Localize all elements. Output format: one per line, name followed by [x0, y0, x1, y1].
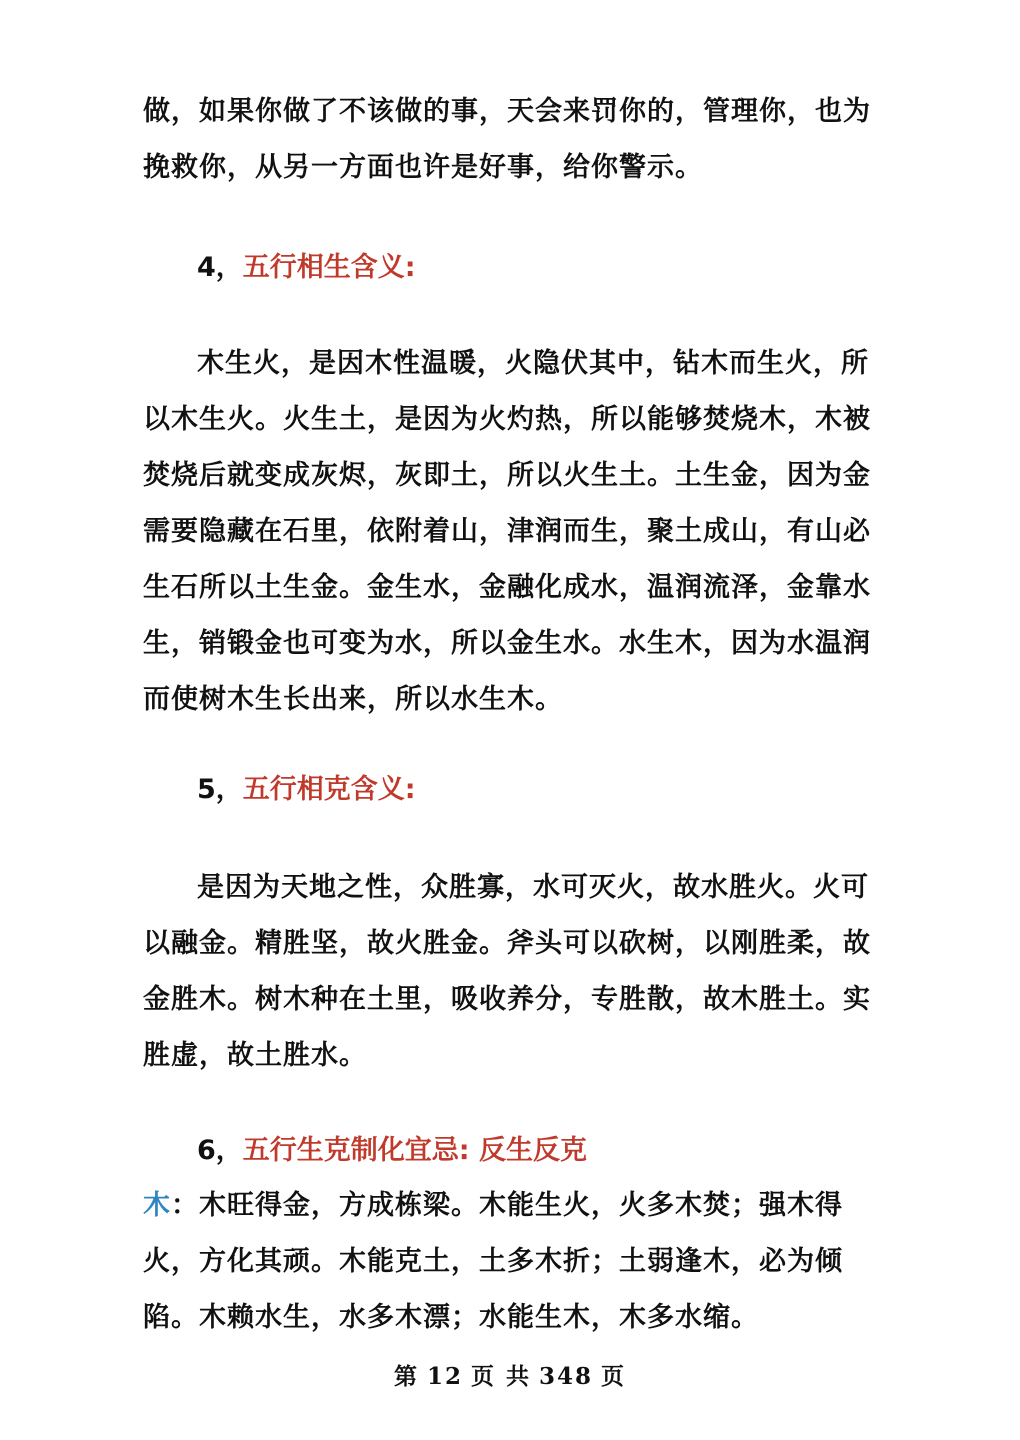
footer-suffix: 页 [601, 1363, 627, 1390]
current-page-number: 12 [426, 1363, 463, 1390]
section-5-number: 5， [197, 774, 243, 805]
section-6-title: 五行生克制化宜忌: 反生反克 [242, 1135, 587, 1166]
section-4-body: 木生火，是因木性温暖，火隐伏其中，钻木而生火，所以木生火。火生土，是因为火灼热，所以能够焚烧木，木被焚烧后就变成灰烬，灰即土，所以火生土。土生金，因为金需要隐藏在石里，依附着山，津润而生，聚土成山，有山必生石所以土生金。金生水，金融化成水，温润流泽，金靠水生，销锻金也可变为水，所以金生水。水生木，因为水温润而使树木生长出来，所以水生木。 [143, 348, 871, 715]
section-6-text: ：木旺得金，方成栋梁。木能生火，火多木焚；强木得火，方化其顽。木能克土，土多木折；土弱逢木，必为倾陷。木赖水生，水多木漂；水能生木，木多水缩。 [143, 1190, 843, 1333]
page-footer [0, 1358, 1020, 1391]
section-5-title: 五行相克含义: [242, 774, 416, 805]
footer-middle: 页 共 [470, 1363, 531, 1390]
section-4-heading [197, 248, 416, 288]
section-4-number: 4， [197, 252, 243, 283]
wood-label: 木 [143, 1190, 171, 1221]
section-6-heading [197, 1131, 587, 1171]
section-6-number: 6， [197, 1135, 243, 1166]
total-page-count: 348 [539, 1363, 594, 1390]
section-6-body [143, 1178, 878, 1346]
footer-prefix: 第 [393, 1363, 419, 1390]
section-5-body: 是因为天地之性，众胜寡，水可灭火，故水胜火。火可以融金。精胜坚，故火胜金。斧头可以砍树，以刚胜柔，故金胜木。树木种在土里，吸收养分，专胜散，故木胜土。实胜虚，故土胜水。 [143, 872, 871, 1071]
section-5-heading [197, 770, 416, 810]
intro-paragraph: 做，如果你做了不该做的事，天会来罚你的，管理你，也为挽救你，从另一方面也许是好事，给你警示。 [143, 96, 871, 183]
section-4-title: 五行相生含义: [242, 252, 416, 283]
